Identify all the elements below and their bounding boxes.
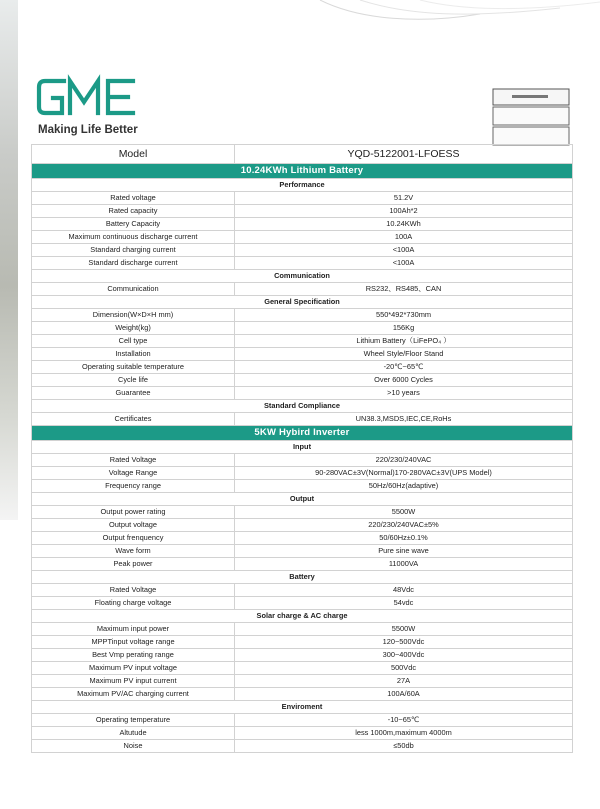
left-photo-strip (0, 0, 18, 520)
decorative-curves (300, 0, 600, 40)
spec-label: Maximum PV/AC charging current (32, 688, 235, 701)
spec-label: Output frenquency (32, 532, 235, 545)
spec-value: Over 6000 Cycles (235, 374, 573, 387)
spec-label: Voltage Range (32, 467, 235, 480)
group-header (32, 441, 573, 454)
spec-row (32, 309, 573, 322)
spec-label: Noise (32, 740, 235, 753)
spec-label: Guarantee (32, 387, 235, 400)
spec-label: Output voltage (32, 519, 235, 532)
spec-row (32, 675, 573, 688)
spec-row (32, 597, 573, 610)
spec-label: Frequency range (32, 480, 235, 493)
group-header (32, 571, 573, 584)
spec-row (32, 231, 573, 244)
group-title: Standard Compliance (32, 400, 573, 413)
spec-row (32, 374, 573, 387)
spec-label: Rated Voltage (32, 584, 235, 597)
group-title: General Specification (32, 296, 573, 309)
spec-label: Standard discharge current (32, 257, 235, 270)
spec-label: Best Vmp perating range (32, 649, 235, 662)
section-title: 10.24KWh Lithium Battery (32, 164, 573, 179)
spec-label: Dimension(W×D×H mm) (32, 309, 235, 322)
group-header (32, 701, 573, 714)
gme-logo-icon (36, 74, 136, 120)
spec-row (32, 584, 573, 597)
group-header (32, 270, 573, 283)
spec-value: <100A (235, 257, 573, 270)
battery-product-image (492, 88, 570, 151)
spec-row (32, 218, 573, 231)
spec-row (32, 192, 573, 205)
spec-row (32, 714, 573, 727)
spec-label: Output power rating (32, 506, 235, 519)
spec-row (32, 623, 573, 636)
spec-value: 100A (235, 231, 573, 244)
spec-label: Standard charging current (32, 244, 235, 257)
group-header (32, 296, 573, 309)
spec-label: Rated capacity (32, 205, 235, 218)
spec-value: <100A (235, 244, 573, 257)
spec-row (32, 257, 573, 270)
section-header (32, 164, 573, 179)
spec-label: Altutude (32, 727, 235, 740)
spec-value: 156Kg (235, 322, 573, 335)
spec-value: 220/230/240VAC (235, 454, 573, 467)
model-label: Model (32, 145, 235, 164)
spec-row (32, 244, 573, 257)
spec-row (32, 519, 573, 532)
spec-label: Peak power (32, 558, 235, 571)
model-row (32, 145, 573, 164)
spec-label: Battery Capacity (32, 218, 235, 231)
spec-value: 11000VA (235, 558, 573, 571)
spec-row (32, 335, 573, 348)
spec-value: 48Vdc (235, 584, 573, 597)
spec-row (32, 387, 573, 400)
spec-row (32, 361, 573, 374)
group-header (32, 400, 573, 413)
gme-logo (36, 74, 136, 125)
spec-value: 220/230/240VAC±5% (235, 519, 573, 532)
spec-label: Operating temperature (32, 714, 235, 727)
spec-value: Lithium Battery（LiFePO₄ ） (235, 335, 573, 348)
group-title: Battery (32, 571, 573, 584)
group-title: Solar charge & AC charge (32, 610, 573, 623)
section-title: 5KW Hybird Inverter (32, 426, 573, 441)
spec-label: Weight(kg) (32, 322, 235, 335)
spec-row (32, 558, 573, 571)
spec-row (32, 467, 573, 480)
spec-label: Maximum continuous discharge current (32, 231, 235, 244)
group-header (32, 493, 573, 506)
spec-value: UN38.3,MSDS,IEC,CE,RoHs (235, 413, 573, 426)
spec-row (32, 649, 573, 662)
group-header (32, 179, 573, 192)
group-title: Communication (32, 270, 573, 283)
spec-value: 5500W (235, 506, 573, 519)
spec-value: 100A/60A (235, 688, 573, 701)
spec-value: 100Ah*2 (235, 205, 573, 218)
spec-value: 27A (235, 675, 573, 688)
model-value: YQD-5122001-LFOESS (235, 145, 573, 164)
spec-value: Pure sine wave (235, 545, 573, 558)
spec-label: Maximum PV input voltage (32, 662, 235, 675)
spec-row (32, 480, 573, 493)
spec-table (31, 144, 573, 753)
spec-value: 50Hz/60Hz(adaptive) (235, 480, 573, 493)
spec-value: >10 years (235, 387, 573, 400)
spec-label: Communication (32, 283, 235, 296)
spec-value: 54vdc (235, 597, 573, 610)
spec-row (32, 322, 573, 335)
spec-value: Wheel Style/Floor Stand (235, 348, 573, 361)
spec-row (32, 348, 573, 361)
spec-label: Maximum input power (32, 623, 235, 636)
spec-row (32, 413, 573, 426)
spec-label: Rated Voltage (32, 454, 235, 467)
group-header (32, 610, 573, 623)
spec-value: 90-280VAC±3V(Normal)170-280VAC±3V(UPS Model) (235, 467, 573, 480)
spec-label: Operating suitable temperature (32, 361, 235, 374)
spec-value: 500Vdc (235, 662, 573, 675)
group-title: Enviroment (32, 701, 573, 714)
spec-label: Maximum PV input current (32, 675, 235, 688)
spec-row (32, 506, 573, 519)
spec-row (32, 727, 573, 740)
spec-value: RS232、RS485、CAN (235, 283, 573, 296)
spec-value: 51.2V (235, 192, 573, 205)
spec-value: 5500W (235, 623, 573, 636)
spec-label: MPPTinput voltage range (32, 636, 235, 649)
spec-label: Wave form (32, 545, 235, 558)
section-header (32, 426, 573, 441)
group-title: Performance (32, 179, 573, 192)
spec-label: Certificates (32, 413, 235, 426)
spec-row (32, 532, 573, 545)
spec-label: Cycle life (32, 374, 235, 387)
group-title: Output (32, 493, 573, 506)
spec-label: Cell type (32, 335, 235, 348)
spec-row (32, 545, 573, 558)
spec-row (32, 454, 573, 467)
spec-value: -20℃~65℃ (235, 361, 573, 374)
spec-row (32, 740, 573, 753)
spec-value: 120~500Vdc (235, 636, 573, 649)
spec-value: less 1000m,maximum 4000m (235, 727, 573, 740)
spec-row (32, 662, 573, 675)
brand-tagline: Making Life Better (38, 124, 138, 136)
spec-row (32, 688, 573, 701)
spec-row (32, 636, 573, 649)
spec-row (32, 205, 573, 218)
spec-value: 10.24KWh (235, 218, 573, 231)
spec-value: 300~400Vdc (235, 649, 573, 662)
spec-row (32, 283, 573, 296)
spec-value: -10~65℃ (235, 714, 573, 727)
spec-label: Floating charge voltage (32, 597, 235, 610)
group-title: Input (32, 441, 573, 454)
spec-label: Installation (32, 348, 235, 361)
spec-value: ≤50db (235, 740, 573, 753)
spec-value: 550*492*730mm (235, 309, 573, 322)
spec-label: Rated voltage (32, 192, 235, 205)
spec-value: 50/60Hz±0.1% (235, 532, 573, 545)
